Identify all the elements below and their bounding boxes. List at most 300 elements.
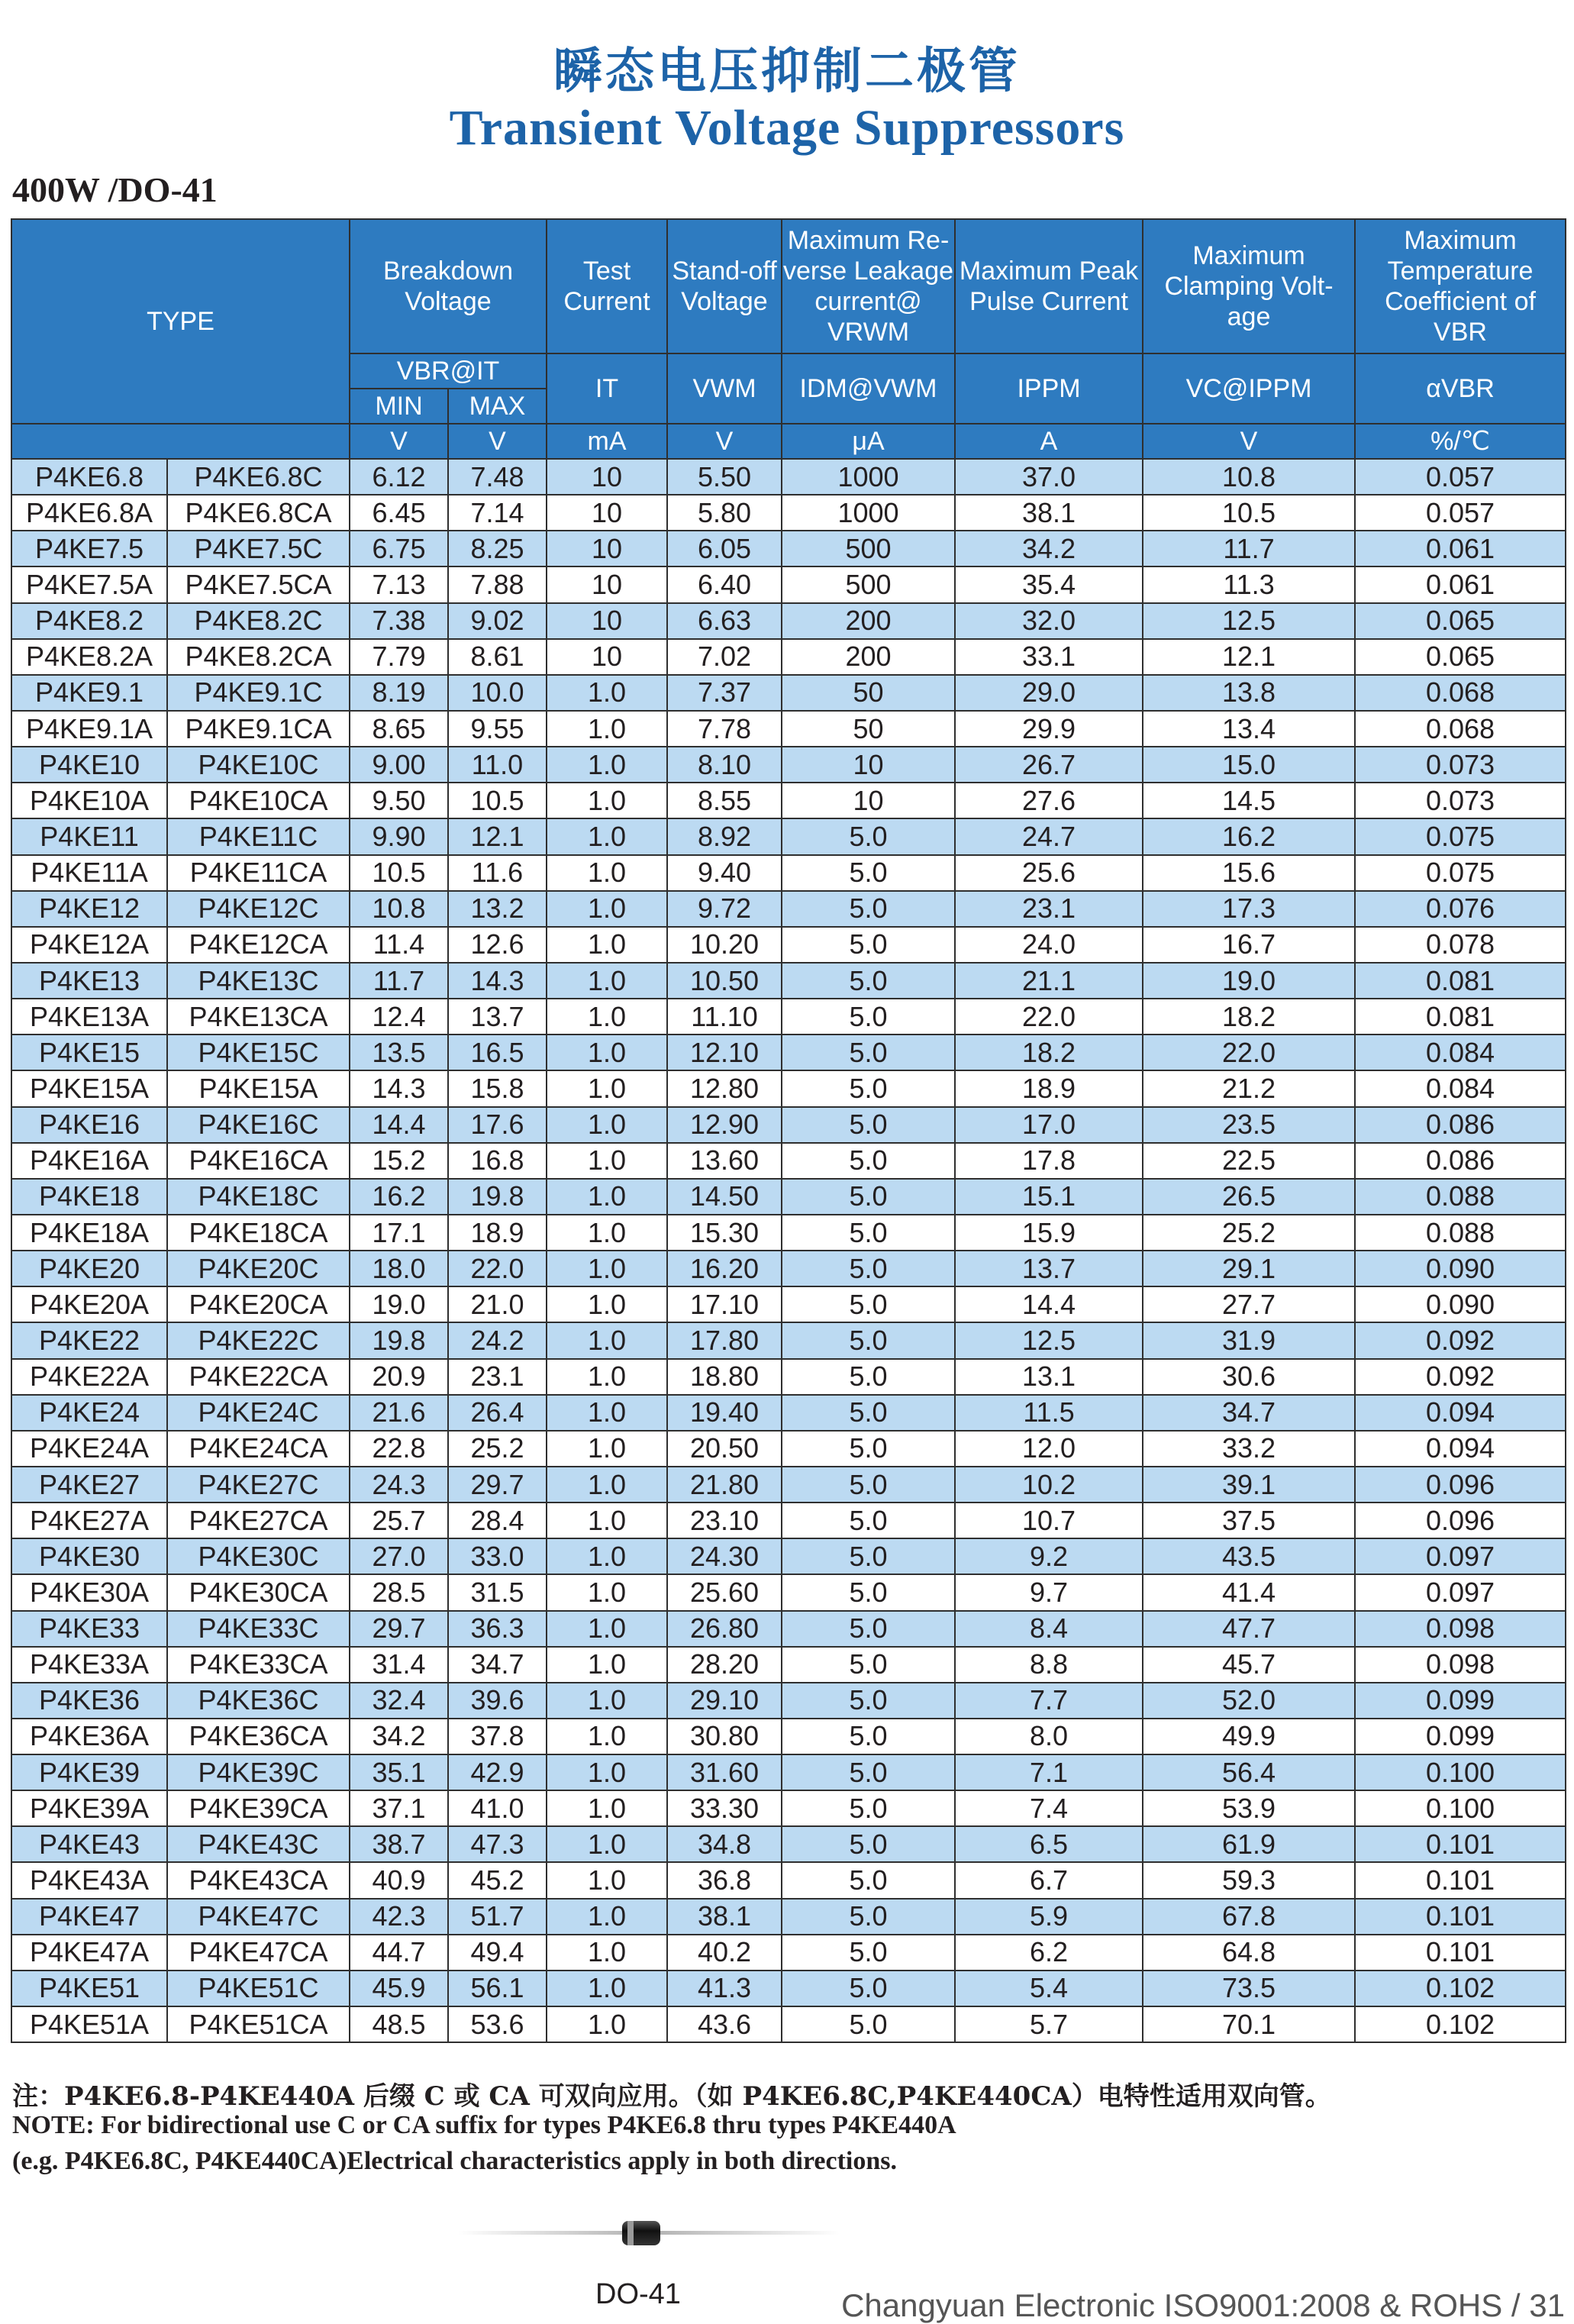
cell-peak-pulse-current: 6.7 xyxy=(955,1862,1143,1898)
cell-type-bi: P4KE51C xyxy=(167,1971,350,2006)
cell-vbr-max: 29.7 xyxy=(448,1467,547,1503)
cell-leakage-current: 5.0 xyxy=(782,1251,955,1286)
cell-temp-coefficient: 0.098 xyxy=(1355,1611,1566,1647)
cell-type-uni: P4KE27 xyxy=(11,1467,167,1503)
cell-clamping-voltage: 67.8 xyxy=(1143,1899,1355,1935)
cell-peak-pulse-current: 8.4 xyxy=(955,1611,1143,1647)
cell-clamping-voltage: 59.3 xyxy=(1143,1862,1355,1898)
cell-vbr-max: 7.88 xyxy=(448,566,547,602)
cell-vbr-min: 6.45 xyxy=(350,495,448,531)
cell-peak-pulse-current: 8.0 xyxy=(955,1719,1143,1754)
cell-leakage-current: 5.0 xyxy=(782,1574,955,1610)
symbol-vwm: VWM xyxy=(667,353,782,424)
cell-temp-coefficient: 0.092 xyxy=(1355,1359,1566,1395)
cell-vbr-min: 18.0 xyxy=(350,1251,448,1286)
cell-type-bi: P4KE15A xyxy=(167,1070,350,1106)
cell-vbr-max: 26.4 xyxy=(448,1395,547,1431)
cell-temp-coefficient: 0.086 xyxy=(1355,1107,1566,1143)
cell-peak-pulse-current: 29.0 xyxy=(955,675,1143,711)
cell-clamping-voltage: 11.7 xyxy=(1143,531,1355,566)
cell-peak-pulse-current: 9.7 xyxy=(955,1574,1143,1610)
cell-temp-coefficient: 0.057 xyxy=(1355,459,1566,495)
cell-leakage-current: 5.0 xyxy=(782,927,955,963)
cell-test-current: 1.0 xyxy=(547,783,667,818)
cell-vbr-min: 48.5 xyxy=(350,2006,448,2042)
cell-type-bi: P4KE20CA xyxy=(167,1286,350,1322)
cell-type-bi: P4KE16C xyxy=(167,1107,350,1143)
cell-test-current: 10 xyxy=(547,566,667,602)
cell-type-bi: P4KE9.1CA xyxy=(167,711,350,747)
cell-standoff-voltage: 7.78 xyxy=(667,711,782,747)
cell-temp-coefficient: 0.076 xyxy=(1355,891,1566,927)
cell-test-current: 1.0 xyxy=(547,1862,667,1898)
cell-test-current: 1.0 xyxy=(547,1538,667,1574)
cell-vbr-min: 24.3 xyxy=(350,1467,448,1503)
table-row xyxy=(11,1574,1566,1610)
cell-type-uni: P4KE9.1A xyxy=(11,711,167,747)
cell-temp-coefficient: 0.097 xyxy=(1355,1538,1566,1574)
cell-clamping-voltage: 13.4 xyxy=(1143,711,1355,747)
cell-temp-coefficient: 0.094 xyxy=(1355,1431,1566,1467)
cell-vbr-min: 10.5 xyxy=(350,855,448,891)
cell-clamping-voltage: 21.2 xyxy=(1143,1070,1355,1106)
unit-vc: V xyxy=(1143,424,1355,459)
cell-temp-coefficient: 0.096 xyxy=(1355,1467,1566,1503)
table-row xyxy=(11,1647,1566,1683)
table-row xyxy=(11,1286,1566,1322)
cell-type-uni: P4KE12A xyxy=(11,927,167,963)
table-row xyxy=(11,1070,1566,1106)
cell-peak-pulse-current: 22.0 xyxy=(955,999,1143,1035)
cell-vbr-min: 34.2 xyxy=(350,1719,448,1754)
table-row xyxy=(11,1538,1566,1574)
cell-vbr-max: 21.0 xyxy=(448,1286,547,1322)
cell-temp-coefficient: 0.086 xyxy=(1355,1143,1566,1179)
cell-type-uni: P4KE10A xyxy=(11,783,167,818)
table-row xyxy=(11,711,1566,747)
cell-type-uni: P4KE33 xyxy=(11,1611,167,1647)
cell-type-bi: P4KE13C xyxy=(167,963,350,999)
cell-type-bi: P4KE6.8CA xyxy=(167,495,350,531)
cell-standoff-voltage: 14.50 xyxy=(667,1179,782,1215)
cell-leakage-current: 1000 xyxy=(782,495,955,531)
cell-leakage-current: 200 xyxy=(782,639,955,675)
cell-test-current: 1.0 xyxy=(547,1286,667,1322)
cell-test-current: 1.0 xyxy=(547,1790,667,1826)
cell-type-bi: P4KE7.5CA xyxy=(167,566,350,602)
cell-peak-pulse-current: 21.1 xyxy=(955,963,1143,999)
cell-clamping-voltage: 34.7 xyxy=(1143,1395,1355,1431)
cell-test-current: 10 xyxy=(547,459,667,495)
cell-type-bi: P4KE11CA xyxy=(167,855,350,891)
cell-standoff-voltage: 10.20 xyxy=(667,927,782,963)
note-english-line2: (e.g. P4KE6.8C, P4KE440CA)Electrical characteristics apply in both directions. xyxy=(12,2147,898,2175)
cell-vbr-max: 8.25 xyxy=(448,531,547,566)
cell-vbr-max: 10.0 xyxy=(448,675,547,711)
cell-leakage-current: 50 xyxy=(782,675,955,711)
cell-temp-coefficient: 0.061 xyxy=(1355,566,1566,602)
cell-type-uni: P4KE47 xyxy=(11,1899,167,1935)
cell-peak-pulse-current: 25.6 xyxy=(955,855,1143,891)
cell-temp-coefficient: 0.101 xyxy=(1355,1899,1566,1935)
cell-leakage-current: 50 xyxy=(782,711,955,747)
table-row xyxy=(11,566,1566,602)
cell-peak-pulse-current: 18.9 xyxy=(955,1070,1143,1106)
cell-temp-coefficient: 0.097 xyxy=(1355,1574,1566,1610)
cell-peak-pulse-current: 12.0 xyxy=(955,1431,1143,1467)
cell-temp-coefficient: 0.100 xyxy=(1355,1790,1566,1826)
cell-clamping-voltage: 14.5 xyxy=(1143,783,1355,818)
cell-vbr-max: 14.3 xyxy=(448,963,547,999)
cell-type-uni: P4KE6.8A xyxy=(11,495,167,531)
cell-test-current: 1.0 xyxy=(547,818,667,854)
cell-temp-coefficient: 0.102 xyxy=(1355,1971,1566,2006)
cell-vbr-max: 22.0 xyxy=(448,1251,547,1286)
cell-leakage-current: 5.0 xyxy=(782,1503,955,1538)
table-row xyxy=(11,495,1566,531)
table-row xyxy=(11,1035,1566,1070)
cell-vbr-max: 39.6 xyxy=(448,1683,547,1719)
cell-peak-pulse-current: 7.1 xyxy=(955,1754,1143,1790)
cell-peak-pulse-current: 15.1 xyxy=(955,1179,1143,1215)
cell-vbr-min: 8.65 xyxy=(350,711,448,747)
cell-type-bi: P4KE43CA xyxy=(167,1862,350,1898)
cell-standoff-voltage: 17.10 xyxy=(667,1286,782,1322)
cell-type-bi: P4KE13CA xyxy=(167,999,350,1035)
cell-standoff-voltage: 12.10 xyxy=(667,1035,782,1070)
title-chinese: 瞬态电压抑制二极管 xyxy=(553,43,1021,100)
cell-type-uni: P4KE43 xyxy=(11,1826,167,1862)
table-row xyxy=(11,1467,1566,1503)
cell-vbr-max: 10.5 xyxy=(448,783,547,818)
table-row xyxy=(11,1862,1566,1898)
cell-type-bi: P4KE18C xyxy=(167,1179,350,1215)
package-label: DO-41 xyxy=(595,2278,681,2310)
cell-vbr-max: 51.7 xyxy=(448,1899,547,1935)
cell-peak-pulse-current: 33.1 xyxy=(955,639,1143,675)
table-row xyxy=(11,1611,1566,1647)
cell-type-uni: P4KE11 xyxy=(11,818,167,854)
cell-peak-pulse-current: 37.0 xyxy=(955,459,1143,495)
cell-clamping-voltage: 43.5 xyxy=(1143,1538,1355,1574)
cell-test-current: 1.0 xyxy=(547,891,667,927)
cell-temp-coefficient: 0.057 xyxy=(1355,495,1566,531)
cell-type-bi: P4KE6.8C xyxy=(167,459,350,495)
cell-type-uni: P4KE27A xyxy=(11,1503,167,1538)
cell-clamping-voltage: 11.3 xyxy=(1143,566,1355,602)
cell-type-uni: P4KE47A xyxy=(11,1935,167,1971)
cell-clamping-voltage: 27.7 xyxy=(1143,1286,1355,1322)
cell-peak-pulse-current: 5.7 xyxy=(955,2006,1143,2042)
unit-vwm: V xyxy=(667,424,782,459)
do41-diode-illustration xyxy=(458,2210,840,2256)
cell-clamping-voltage: 10.8 xyxy=(1143,459,1355,495)
cell-type-bi: P4KE39C xyxy=(167,1754,350,1790)
cell-standoff-voltage: 13.60 xyxy=(667,1143,782,1179)
cell-temp-coefficient: 0.065 xyxy=(1355,639,1566,675)
cell-vbr-min: 8.19 xyxy=(350,675,448,711)
cell-test-current: 1.0 xyxy=(547,1251,667,1286)
cell-vbr-max: 7.14 xyxy=(448,495,547,531)
cell-vbr-min: 20.9 xyxy=(350,1359,448,1395)
cell-type-uni: P4KE36 xyxy=(11,1683,167,1719)
cell-vbr-min: 32.4 xyxy=(350,1683,448,1719)
cell-temp-coefficient: 0.088 xyxy=(1355,1215,1566,1251)
cell-type-bi: P4KE9.1C xyxy=(167,675,350,711)
cell-vbr-min: 28.5 xyxy=(350,1574,448,1610)
table-row xyxy=(11,1935,1566,1971)
cell-type-bi: P4KE10CA xyxy=(167,783,350,818)
cell-standoff-voltage: 12.90 xyxy=(667,1107,782,1143)
cell-type-bi: P4KE33C xyxy=(167,1611,350,1647)
cell-standoff-voltage: 38.1 xyxy=(667,1899,782,1935)
cell-test-current: 1.0 xyxy=(547,1179,667,1215)
cell-temp-coefficient: 0.098 xyxy=(1355,1647,1566,1683)
symbol-vc: VC@IPPM xyxy=(1143,353,1355,424)
cell-standoff-voltage: 6.05 xyxy=(667,531,782,566)
cell-leakage-current: 5.0 xyxy=(782,1826,955,1862)
cell-type-bi: P4KE36CA xyxy=(167,1719,350,1754)
cell-test-current: 1.0 xyxy=(547,1070,667,1106)
cell-peak-pulse-current: 23.1 xyxy=(955,891,1143,927)
cell-type-uni: P4KE7.5 xyxy=(11,531,167,566)
cell-standoff-voltage: 33.30 xyxy=(667,1790,782,1826)
table-row xyxy=(11,459,1566,495)
cell-test-current: 1.0 xyxy=(547,1971,667,2006)
table-row xyxy=(11,1899,1566,1935)
cell-clamping-voltage: 52.0 xyxy=(1143,1683,1355,1719)
cell-vbr-max: 9.02 xyxy=(448,603,547,639)
cell-clamping-voltage: 47.7 xyxy=(1143,1611,1355,1647)
cell-test-current: 1.0 xyxy=(547,1431,667,1467)
table-row xyxy=(11,1790,1566,1826)
cell-test-current: 1.0 xyxy=(547,1899,667,1935)
cell-type-uni: P4KE39A xyxy=(11,1790,167,1826)
cell-clamping-voltage: 73.5 xyxy=(1143,1971,1355,2006)
cell-test-current: 1.0 xyxy=(547,1754,667,1790)
cell-clamping-voltage: 70.1 xyxy=(1143,2006,1355,2042)
cell-temp-coefficient: 0.099 xyxy=(1355,1683,1566,1719)
cell-test-current: 1.0 xyxy=(547,1935,667,1971)
cell-type-uni: P4KE24 xyxy=(11,1395,167,1431)
cell-test-current: 10 xyxy=(547,531,667,566)
cell-vbr-max: 18.9 xyxy=(448,1215,547,1251)
cell-standoff-voltage: 25.60 xyxy=(667,1574,782,1610)
cell-vbr-max: 31.5 xyxy=(448,1574,547,1610)
table-row xyxy=(11,818,1566,854)
cell-vbr-max: 16.8 xyxy=(448,1143,547,1179)
cell-type-bi: P4KE22C xyxy=(167,1322,350,1358)
cell-vbr-min: 27.0 xyxy=(350,1538,448,1574)
cell-standoff-voltage: 24.30 xyxy=(667,1538,782,1574)
cell-type-bi: P4KE43C xyxy=(167,1826,350,1862)
table-row xyxy=(11,531,1566,566)
cell-test-current: 10 xyxy=(547,639,667,675)
cell-vbr-min: 14.3 xyxy=(350,1070,448,1106)
cell-peak-pulse-current: 8.8 xyxy=(955,1647,1143,1683)
cell-standoff-voltage: 29.10 xyxy=(667,1683,782,1719)
spec-table-body xyxy=(11,459,1566,2042)
cell-leakage-current: 5.0 xyxy=(782,963,955,999)
cell-type-uni: P4KE22A xyxy=(11,1359,167,1395)
cell-peak-pulse-current: 14.4 xyxy=(955,1286,1143,1322)
header-standoff-voltage: Stand-off Voltage xyxy=(667,219,782,353)
cell-vbr-min: 7.38 xyxy=(350,603,448,639)
cell-leakage-current: 500 xyxy=(782,566,955,602)
cell-type-bi: P4KE30CA xyxy=(167,1574,350,1610)
cell-vbr-min: 31.4 xyxy=(350,1647,448,1683)
cell-leakage-current: 5.0 xyxy=(782,1899,955,1935)
cell-leakage-current: 5.0 xyxy=(782,1683,955,1719)
cell-peak-pulse-current: 24.0 xyxy=(955,927,1143,963)
cell-leakage-current: 5.0 xyxy=(782,1179,955,1215)
cell-test-current: 1.0 xyxy=(547,1143,667,1179)
table-row xyxy=(11,783,1566,818)
cell-type-bi: P4KE20C xyxy=(167,1251,350,1286)
cell-clamping-voltage: 22.5 xyxy=(1143,1143,1355,1179)
cell-vbr-max: 42.9 xyxy=(448,1754,547,1790)
cell-test-current: 1.0 xyxy=(547,1683,667,1719)
cell-temp-coefficient: 0.065 xyxy=(1355,603,1566,639)
table-row xyxy=(11,1503,1566,1538)
unit-ippm: A xyxy=(955,424,1143,459)
table-row xyxy=(11,1143,1566,1179)
cell-peak-pulse-current: 29.9 xyxy=(955,711,1143,747)
cell-type-uni: P4KE36A xyxy=(11,1719,167,1754)
cell-standoff-voltage: 18.80 xyxy=(667,1359,782,1395)
cell-temp-coefficient: 0.061 xyxy=(1355,531,1566,566)
cell-clamping-voltage: 31.9 xyxy=(1143,1322,1355,1358)
cell-type-bi: P4KE47CA xyxy=(167,1935,350,1971)
cell-peak-pulse-current: 15.9 xyxy=(955,1215,1143,1251)
cell-vbr-min: 9.90 xyxy=(350,818,448,854)
cell-vbr-max: 19.8 xyxy=(448,1179,547,1215)
cell-test-current: 10 xyxy=(547,603,667,639)
header-peak-pulse-current: Maximum Peak Pulse Current xyxy=(955,219,1143,353)
cell-standoff-voltage: 5.50 xyxy=(667,459,782,495)
cell-peak-pulse-current: 7.7 xyxy=(955,1683,1143,1719)
cell-peak-pulse-current: 26.7 xyxy=(955,747,1143,783)
cell-vbr-max: 11.0 xyxy=(448,747,547,783)
cell-clamping-voltage: 45.7 xyxy=(1143,1647,1355,1683)
cell-temp-coefficient: 0.096 xyxy=(1355,1503,1566,1538)
cell-vbr-min: 19.8 xyxy=(350,1322,448,1358)
cell-vbr-min: 44.7 xyxy=(350,1935,448,1971)
symbol-min: MIN xyxy=(350,389,448,424)
cell-vbr-min: 21.6 xyxy=(350,1395,448,1431)
cell-standoff-voltage: 5.80 xyxy=(667,495,782,531)
cell-test-current: 1.0 xyxy=(547,1503,667,1538)
cell-type-uni: P4KE7.5A xyxy=(11,566,167,602)
cell-test-current: 1.0 xyxy=(547,963,667,999)
cell-test-current: 1.0 xyxy=(547,1647,667,1683)
cell-peak-pulse-current: 10.7 xyxy=(955,1503,1143,1538)
cell-leakage-current: 1000 xyxy=(782,459,955,495)
cell-standoff-voltage: 6.63 xyxy=(667,603,782,639)
cell-temp-coefficient: 0.078 xyxy=(1355,927,1566,963)
cell-peak-pulse-current: 13.7 xyxy=(955,1251,1143,1286)
table-row xyxy=(11,603,1566,639)
cell-type-bi: P4KE33CA xyxy=(167,1647,350,1683)
cell-peak-pulse-current: 11.5 xyxy=(955,1395,1143,1431)
cell-leakage-current: 5.0 xyxy=(782,1215,955,1251)
cell-test-current: 1.0 xyxy=(547,1611,667,1647)
cell-temp-coefficient: 0.068 xyxy=(1355,711,1566,747)
cell-leakage-current: 5.0 xyxy=(782,2006,955,2042)
cell-standoff-voltage: 40.2 xyxy=(667,1935,782,1971)
cell-vbr-max: 47.3 xyxy=(448,1826,547,1862)
cell-standoff-voltage: 34.8 xyxy=(667,1826,782,1862)
unit-idm: μA xyxy=(782,424,955,459)
cell-leakage-current: 10 xyxy=(782,783,955,818)
cell-test-current: 1.0 xyxy=(547,2006,667,2042)
cell-type-uni: P4KE24A xyxy=(11,1431,167,1467)
cell-test-current: 1.0 xyxy=(547,1215,667,1251)
table-row xyxy=(11,891,1566,927)
cell-standoff-voltage: 6.40 xyxy=(667,566,782,602)
cell-leakage-current: 5.0 xyxy=(782,1467,955,1503)
cell-vbr-min: 13.5 xyxy=(350,1035,448,1070)
header-breakdown-voltage: Breakdown Voltage xyxy=(350,219,547,353)
cell-type-uni: P4KE20A xyxy=(11,1286,167,1322)
header-clamping-voltage: Maximum Clamping Volt-age xyxy=(1143,219,1355,353)
cell-type-uni: P4KE10 xyxy=(11,747,167,783)
cell-temp-coefficient: 0.068 xyxy=(1355,675,1566,711)
cell-peak-pulse-current: 38.1 xyxy=(955,495,1143,531)
cell-type-uni: P4KE22 xyxy=(11,1322,167,1358)
cell-type-bi: P4KE16CA xyxy=(167,1143,350,1179)
cell-standoff-voltage: 12.80 xyxy=(667,1070,782,1106)
cell-vbr-max: 12.6 xyxy=(448,927,547,963)
cell-vbr-max: 33.0 xyxy=(448,1538,547,1574)
cell-test-current: 1.0 xyxy=(547,1395,667,1431)
cell-vbr-max: 7.48 xyxy=(448,459,547,495)
cell-vbr-max: 11.6 xyxy=(448,855,547,891)
cell-clamping-voltage: 41.4 xyxy=(1143,1574,1355,1610)
cell-vbr-min: 22.8 xyxy=(350,1431,448,1467)
cell-leakage-current: 500 xyxy=(782,531,955,566)
cell-vbr-max: 8.61 xyxy=(448,639,547,675)
cell-type-uni: P4KE51A xyxy=(11,2006,167,2042)
cell-type-uni: P4KE16A xyxy=(11,1143,167,1179)
cell-vbr-min: 7.79 xyxy=(350,639,448,675)
cell-type-uni: P4KE18 xyxy=(11,1179,167,1215)
cell-leakage-current: 5.0 xyxy=(782,1286,955,1322)
cell-leakage-current: 5.0 xyxy=(782,999,955,1035)
symbol-it: IT xyxy=(547,353,667,424)
table-row xyxy=(11,999,1566,1035)
cell-standoff-voltage: 8.92 xyxy=(667,818,782,854)
cell-leakage-current: 5.0 xyxy=(782,1971,955,2006)
table-row xyxy=(11,855,1566,891)
cell-temp-coefficient: 0.088 xyxy=(1355,1179,1566,1215)
cell-standoff-voltage: 23.10 xyxy=(667,1503,782,1538)
header-test-current: Test Current xyxy=(547,219,667,353)
cell-type-uni: P4KE6.8 xyxy=(11,459,167,495)
cell-test-current: 1.0 xyxy=(547,855,667,891)
cell-vbr-min: 7.13 xyxy=(350,566,448,602)
cell-temp-coefficient: 0.101 xyxy=(1355,1826,1566,1862)
cell-clamping-voltage: 10.5 xyxy=(1143,495,1355,531)
cell-type-uni: P4KE8.2 xyxy=(11,603,167,639)
table-row xyxy=(11,1322,1566,1358)
header-type: TYPE xyxy=(11,219,350,424)
cell-type-bi: P4KE24C xyxy=(167,1395,350,1431)
cell-type-uni: P4KE33A xyxy=(11,1647,167,1683)
cell-clamping-voltage: 39.1 xyxy=(1143,1467,1355,1503)
cell-peak-pulse-current: 13.1 xyxy=(955,1359,1143,1395)
cell-vbr-max: 36.3 xyxy=(448,1611,547,1647)
